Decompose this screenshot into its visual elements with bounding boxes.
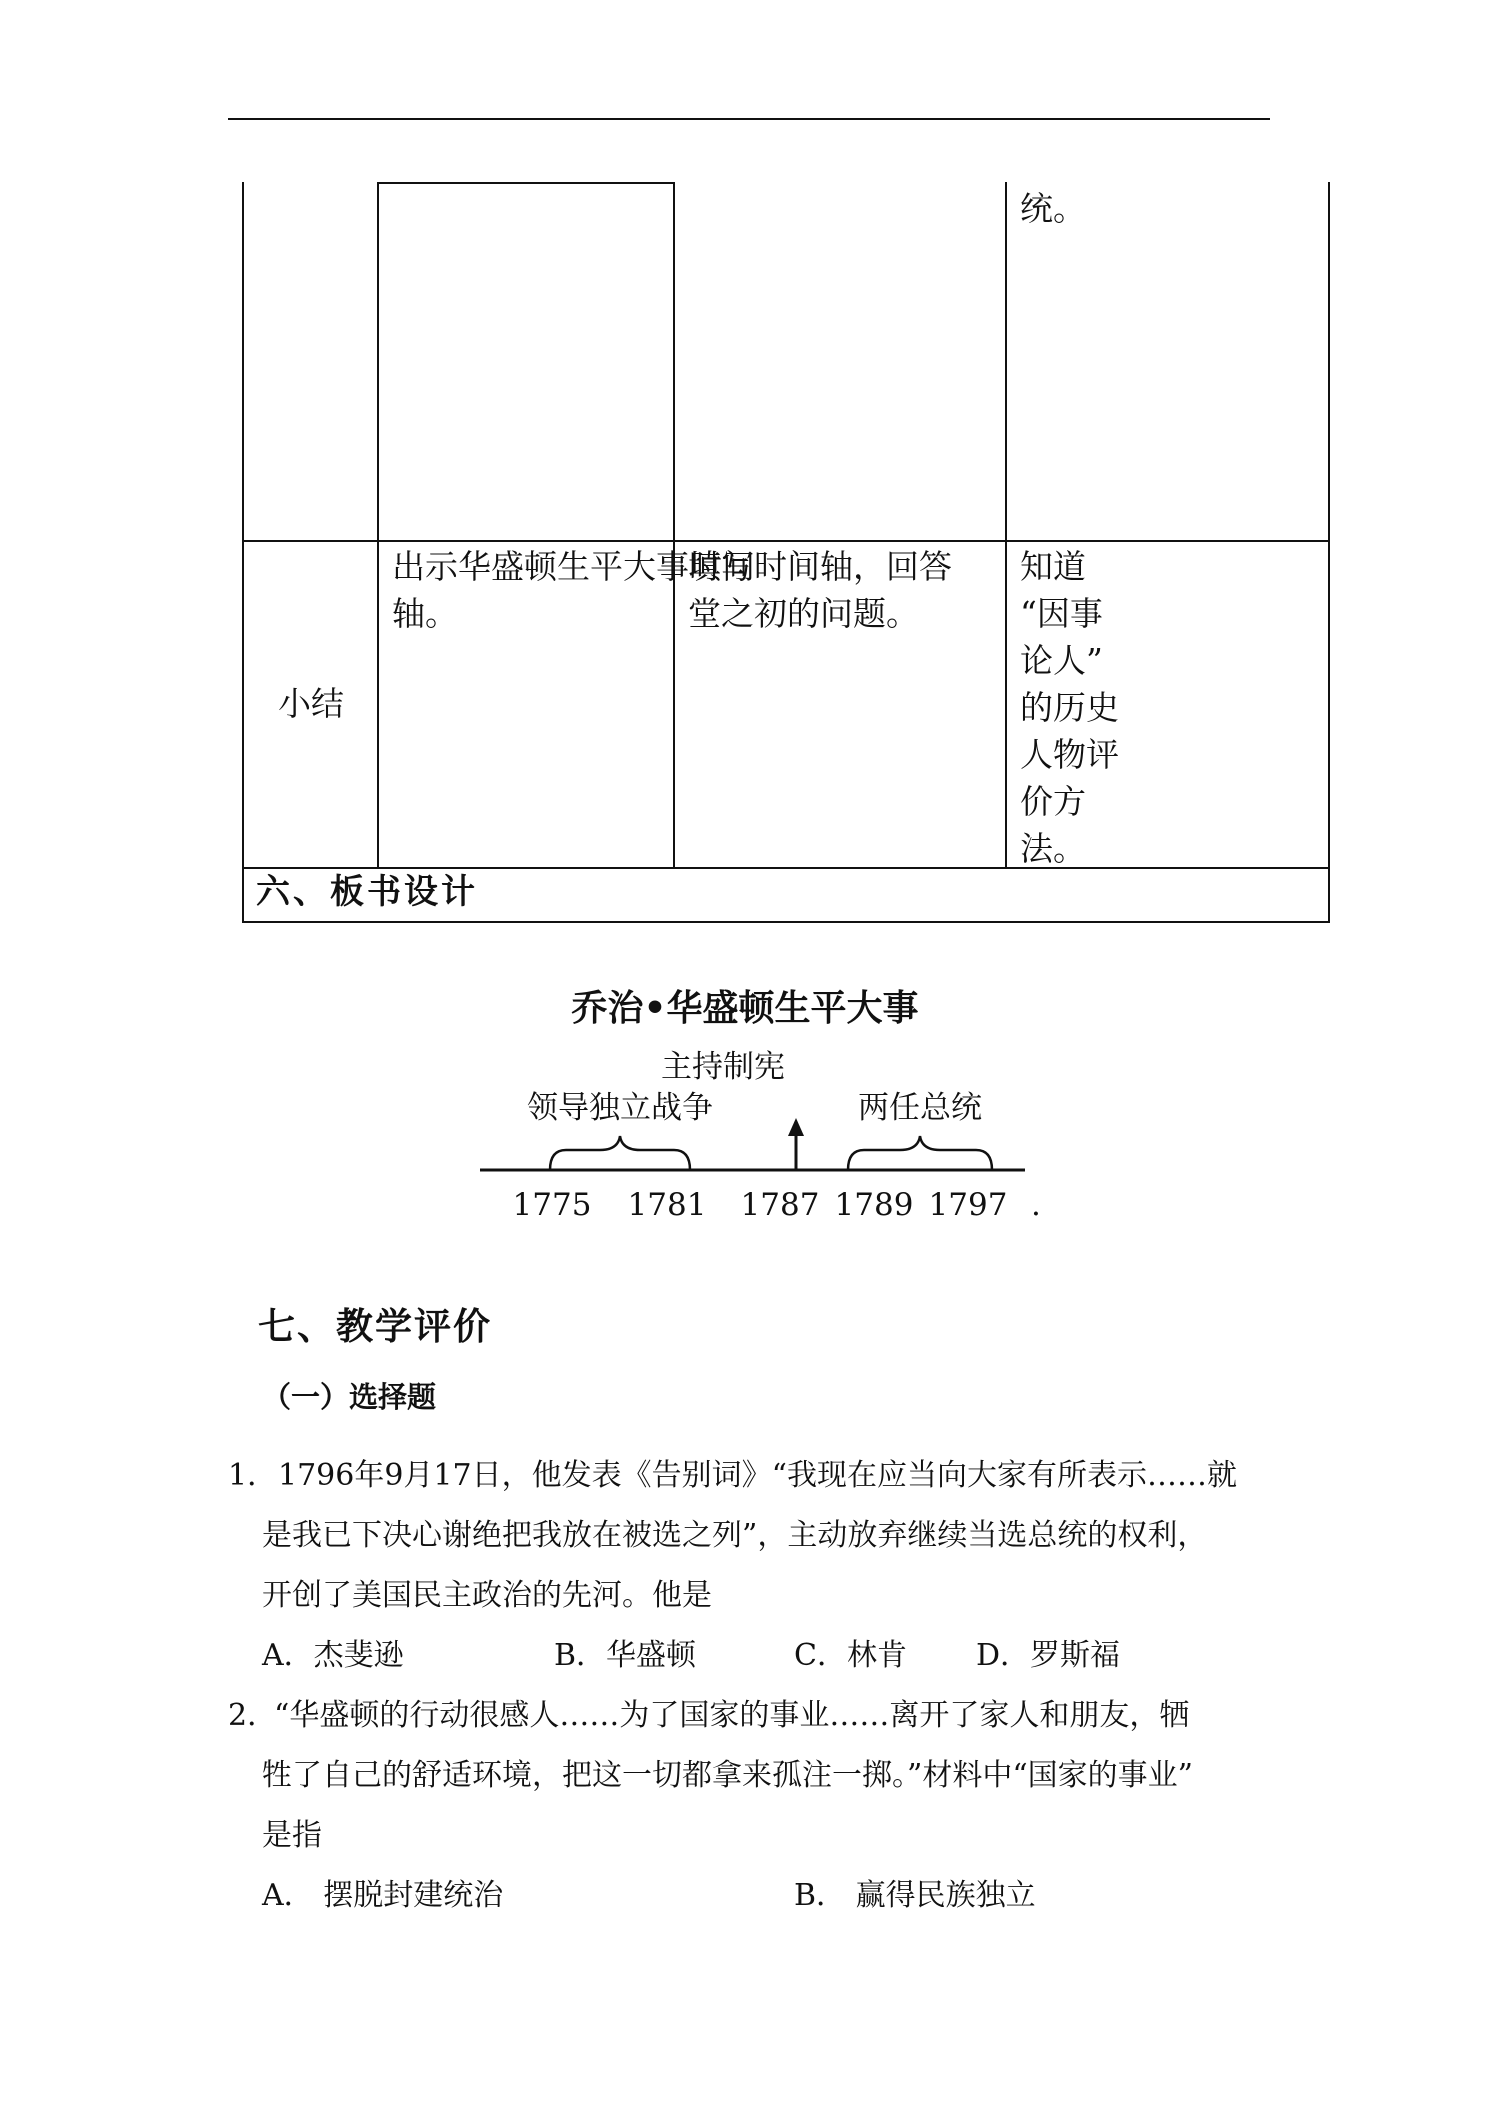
question-line: 1796年9月17日，他发表《告别词》“我现在应当向大家有所表示……就 xyxy=(278,1458,1237,1493)
cell-line: 知道 xyxy=(1020,547,1086,586)
cell-line: 法。 xyxy=(1020,829,1086,868)
question-line: 是我已下决心谢绝把我放在被选之列”，主动放弃继续当选总统的权利， xyxy=(262,1518,1208,1553)
option-b[interactable]: B． 赢得民族独立 xyxy=(794,1878,1036,1913)
table-cell-phase: 小结 xyxy=(278,684,344,723)
year-label: 1787 xyxy=(740,1187,820,1223)
option-a[interactable]: A． 摆脱封建统治 xyxy=(262,1878,504,1913)
year-label: 1781 xyxy=(627,1187,707,1223)
question-line: 牲了自己的舒适环境，把这一切都拿来孤注一掷。”材料中“国家的事业” xyxy=(262,1758,1194,1793)
cell-line: 轴。 xyxy=(392,594,458,633)
brace-presidency xyxy=(848,1136,992,1170)
year-label: 1797 xyxy=(928,1187,1008,1223)
table-rule xyxy=(673,182,675,868)
brace-war xyxy=(550,1136,690,1170)
table-rule xyxy=(242,921,1330,923)
label-presidency: 两任总统 xyxy=(858,1090,982,1126)
table-rule xyxy=(242,182,244,923)
subheading-choice-questions: （一）选择题 xyxy=(262,1380,437,1414)
cell-line: 人物评 xyxy=(1020,735,1119,774)
year-label: 1775 xyxy=(512,1187,592,1223)
option-b[interactable]: B．华盛顿 xyxy=(554,1638,697,1673)
question-number: 1． xyxy=(228,1458,278,1493)
cell-line: 的历史 xyxy=(1020,688,1119,727)
table-rule xyxy=(377,182,379,868)
timeline-title: 乔治•华盛顿生平大事 xyxy=(571,988,919,1029)
cell-line: 填写时间轴，回答 xyxy=(688,547,952,586)
section-heading-evaluation: 七、教学评价 xyxy=(258,1304,492,1348)
table-cell-purpose xyxy=(1020,543,1119,872)
question-line: “华盛顿的行动很感人……为了国家的事业……离开了家人和朋友，牺 xyxy=(274,1698,1190,1733)
table-cell-student xyxy=(688,543,952,637)
table-rule xyxy=(377,182,675,184)
section-heading-board-design: 六、板书设计 xyxy=(256,872,478,912)
year-label: 1789 xyxy=(834,1187,914,1223)
timeline-diagram xyxy=(470,1050,1050,1250)
table-cell-purpose: 统。 xyxy=(1020,189,1086,228)
cell-line: 堂之初的问题。 xyxy=(688,594,919,633)
option-a[interactable]: A．杰斐逊 xyxy=(262,1638,404,1673)
question-line: 开创了美国民主政治的先河。他是 xyxy=(262,1578,712,1613)
cell-line: “因事 xyxy=(1020,594,1103,633)
option-d[interactable]: D．罗斯福 xyxy=(976,1638,1121,1673)
question-number: 2． xyxy=(228,1698,278,1733)
label-constitution: 主持制宪 xyxy=(661,1050,785,1085)
cell-line: 出示华盛顿生平大事时间 xyxy=(392,547,755,586)
header-rule xyxy=(228,118,1270,120)
axis-end-mark: . xyxy=(1031,1187,1041,1223)
label-war: 领导独立战争 xyxy=(527,1090,713,1126)
lesson-plan-table xyxy=(242,182,1330,923)
table-rule xyxy=(1328,182,1330,923)
table-rule xyxy=(242,540,1330,542)
question-line: 是指 xyxy=(262,1818,322,1853)
table-rule xyxy=(1005,182,1007,868)
arrow-head xyxy=(788,1118,804,1136)
cell-line: 论人” xyxy=(1020,641,1103,680)
cell-line: 价方 xyxy=(1020,782,1086,821)
option-c[interactable]: C．林肯 xyxy=(794,1638,907,1673)
